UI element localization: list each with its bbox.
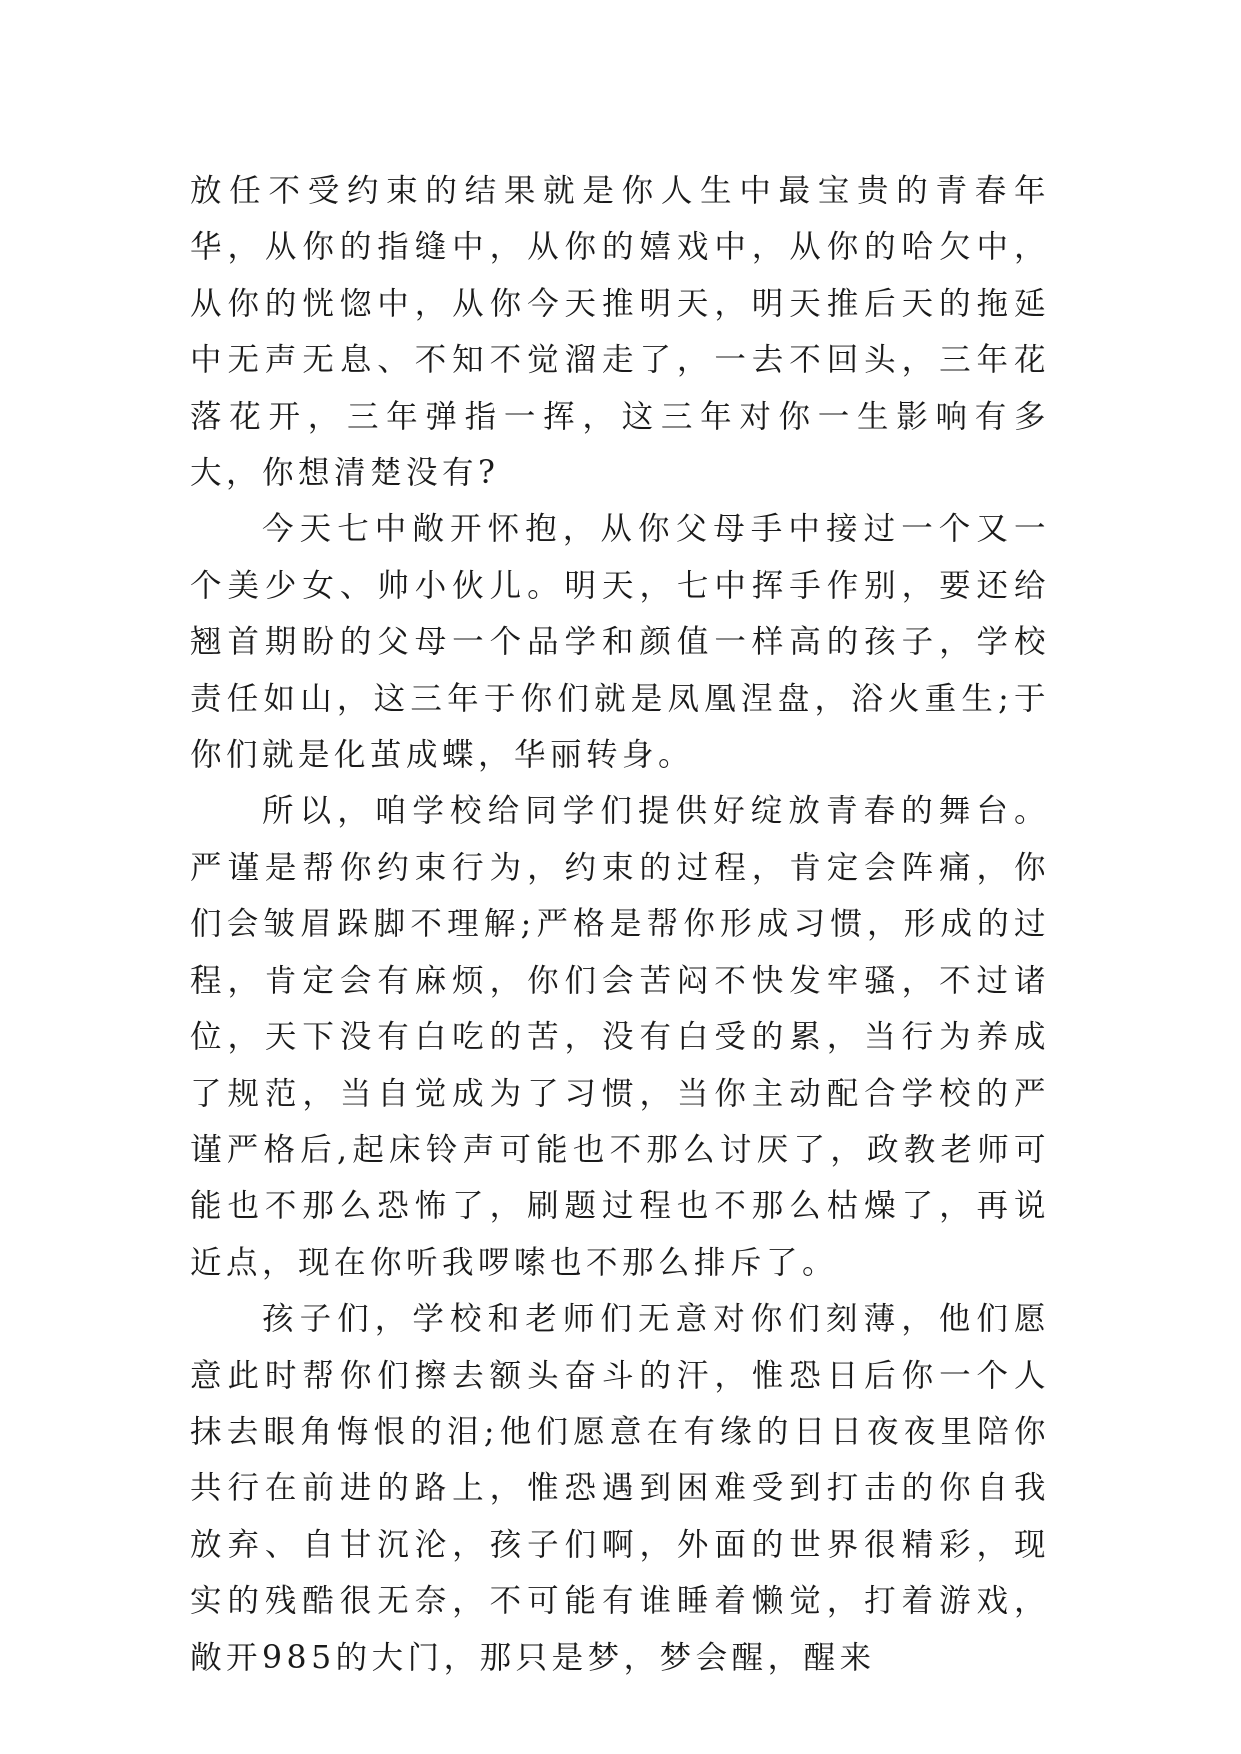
paragraph-2: 今天七中敞开怀抱，从你父母手中接过一个又一个美少女、帅小伙儿。明天，七中挥手作别，要还给翘首期盼的父母一个品学和颜值一样高的孩子，学校责任如山，这三年于你们就是凤凰涅盘，浴火重生;于你们就是化茧成蝶，华丽转身。 [190,511,1050,774]
paragraph-3: 所以，咱学校给同学们提供好绽放青春的舞台。严谨是帮你约束行为，约束的过程，肯定会阵痛，你们会皱眉跺脚不理解;严格是帮你形成习惯，形成的过程，肯定会有麻烦，你们会苦闷不快发牢骚，不过诸位，天下没有白吃的苦，没有白受的累，当行为养成了规范，当自觉成为了习惯，当你主动配合学校的严谨严格后,起床铃声可能也不那么讨厌了，政教老师可能也不那么恐怖了，刷题过程也不那么枯燥了，再说近点，现在你听我啰嗦也不那么排斥了。 [190,793,1050,1281]
document-page [190,163,1050,1686]
paragraph-1: 放任不受约束的结果就是你人生中最宝贵的青春年华，从你的指缝中，从你的嬉戏中，从你的哈欠中，从你的恍惚中，从你今天推明天，明天推后天的拖延中无声无息、不知不觉溜走了，一去不回头，三年花落花开，三年弹指一挥，这三年对你一生影响有多大，你想清楚没有? [190,173,1050,492]
paragraph-4: 孩子们，学校和老师们无意对你们刻薄，他们愿意此时帮你们擦去额头奋斗的汗，惟恐日后你一个人抹去眼角悔恨的泪;他们愿意在有缘的日日夜夜里陪你共行在前进的路上，惟恐遇到困难受到打击的你自我放弃、自甘沉沦，孩子们啊，外面的世界很精彩，现实的残酷很无奈，不可能有谁睡着懒觉，打着游戏，敞开985的大门，那只是梦，梦会醒，醒来 [190,1301,1050,1676]
